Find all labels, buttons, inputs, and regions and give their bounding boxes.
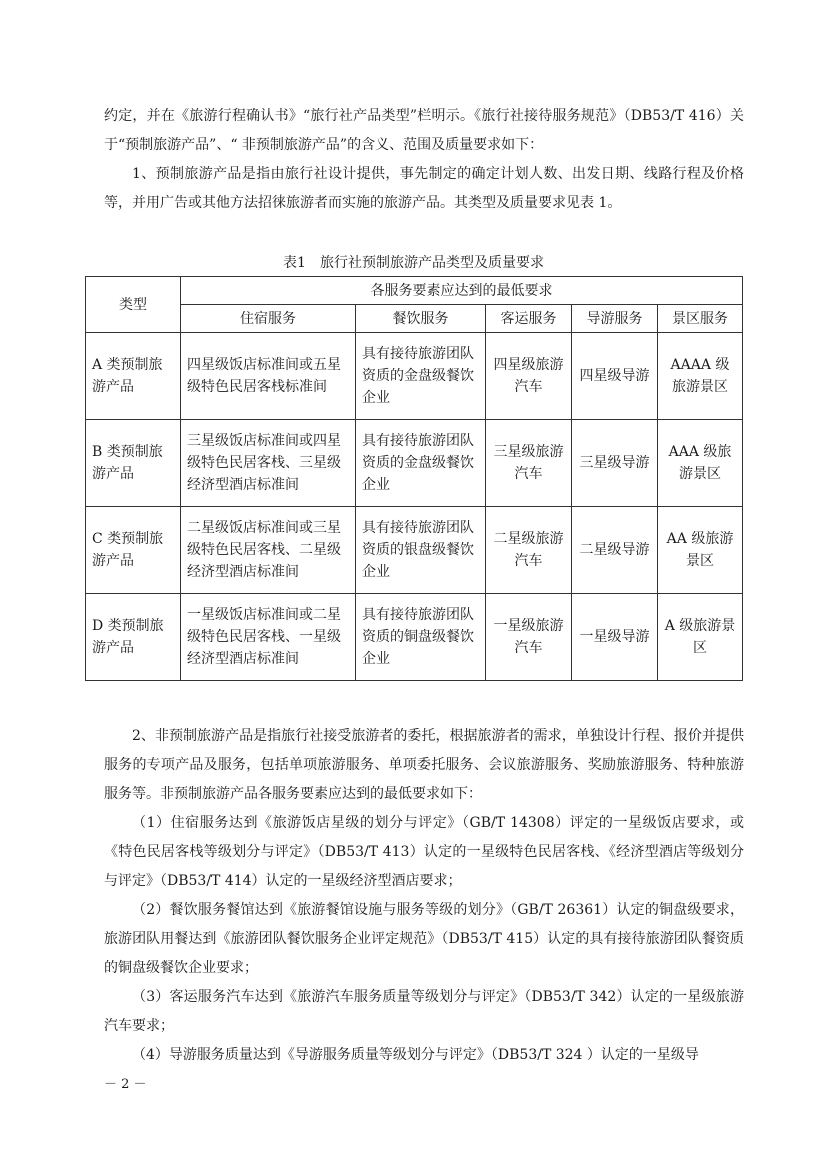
cell-scenic: AAA 级旅游景区 [658,420,743,507]
table-row [86,420,743,507]
group-header: 各服务要素应达到的最低要求 [181,277,743,305]
type-header: 类型 [86,277,181,333]
cell-dining: 具有接待旅游团队资质的金盘级餐饮企业 [356,333,486,420]
cell-lodging: 二星级饭店标准间或三星级特色民居客栈、二星级经济型酒店标准间 [181,507,356,594]
col-transport: 客运服务 [486,305,572,333]
cell-transport: 三星级旅游汽车 [486,420,572,507]
intro-paragraph: 约定，并在《旅游行程确认书》“旅行社产品类型”栏明示。《旅行社接待服务规范》（DB53/T 416）关于“预制旅游产品”、“ 非预制旅游产品”的含义、范围及质量要求如下： [104,108,744,153]
requirement-item-3: （3）客运服务汽车达到《旅游汽车服务质量等级划分与评定》（DB53/T 342）认定的一星级旅游汽车要求； [104,989,744,1034]
cell-transport: 四星级旅游汽车 [486,333,572,420]
cell-type: C 类预制旅游产品 [86,507,181,594]
cell-dining: 具有接待旅游团队资质的铜盘级餐饮企业 [356,594,486,681]
paragraph-2: 2、非预制旅游产品是指旅行社接受旅游者的委托，根据旅游者的需求，单独设计行程、报价并提供服务的专项产品及服务，包括单项旅游服务、单项委托服务、会议旅游服务、奖励旅游服务、特种旅游服务等。非预制旅游产品各服务要素应达到的最低要求如下： [104,728,744,802]
cell-scenic: AA 级旅游景区 [658,507,743,594]
cell-dining: 具有接待旅游团队资质的金盘级餐饮企业 [356,420,486,507]
requirement-item-2: （2）餐饮服务餐馆达到《旅游餐馆设施与服务等级的划分》（GB/T 26361）认定的铜盘级要求，旅游团队用餐达到《旅游团队餐饮服务企业评定规范》（DB53/T 415）认定的具有接待旅游团队餐资质的铜盘级餐饮企业要求； [104,902,744,976]
col-dining: 餐饮服务 [356,305,486,333]
col-scenic: 景区服务 [658,305,743,333]
table-caption: 表1 旅行社预制旅游产品类型及质量要求 [283,255,544,271]
table-row [86,333,743,420]
requirement-item-1: （1）住宿服务达到《旅游饭店星级的划分与评定》（GB/T 14308）评定的一星级饭店要求，或《特色民居客栈等级划分与评定》（DB53/T 413）认定的一星级特色民居客栈、《经济型酒店等级划分与评定》（DB53/T 414）认定的一星级经济型酒店要求； [104,815,744,889]
page-number: － 2 － [104,1077,147,1092]
cell-guide: 二星级导游 [572,507,658,594]
cell-transport: 一星级旅游汽车 [486,594,572,681]
product-type-table [85,276,743,681]
cell-lodging: 四星级饭店标准间或五星级特色民居客栈标准间 [181,333,356,420]
cell-dining: 具有接待旅游团队资质的银盘级餐饮企业 [356,507,486,594]
cell-guide: 一星级导游 [572,594,658,681]
requirement-item-4: （4）导游服务质量达到《导游服务质量等级划分与评定》（DB53/T 324 ）认定的一星级导 [132,1047,699,1063]
cell-guide: 三星级导游 [572,420,658,507]
cell-transport: 二星级旅游汽车 [486,507,572,594]
cell-type: D 类预制旅游产品 [86,594,181,681]
cell-type: A 类预制旅游产品 [86,333,181,420]
cell-guide: 四星级导游 [572,333,658,420]
cell-scenic: AAAA 级旅游景区 [658,333,743,420]
cell-lodging: 一星级饭店标准间或二星级特色民居客栈、一星级经济型酒店标准间 [181,594,356,681]
table-row [86,507,743,594]
cell-type: B 类预制旅游产品 [86,420,181,507]
table-row [86,594,743,681]
paragraph-1: 1、预制旅游产品是指由旅行社设计提供，事先制定的确定计划人数、出发日期、线路行程及价格等，并用广告或其他方法招徕旅游者而实施的旅游产品。其类型及质量要求见表 1。 [104,166,744,211]
cell-scenic: A 级旅游景区 [658,594,743,681]
col-guide: 导游服务 [572,305,658,333]
cell-lodging: 三星级饭店标准间或四星级特色民居客栈、三星级经济型酒店标准间 [181,420,356,507]
col-lodging: 住宿服务 [181,305,356,333]
